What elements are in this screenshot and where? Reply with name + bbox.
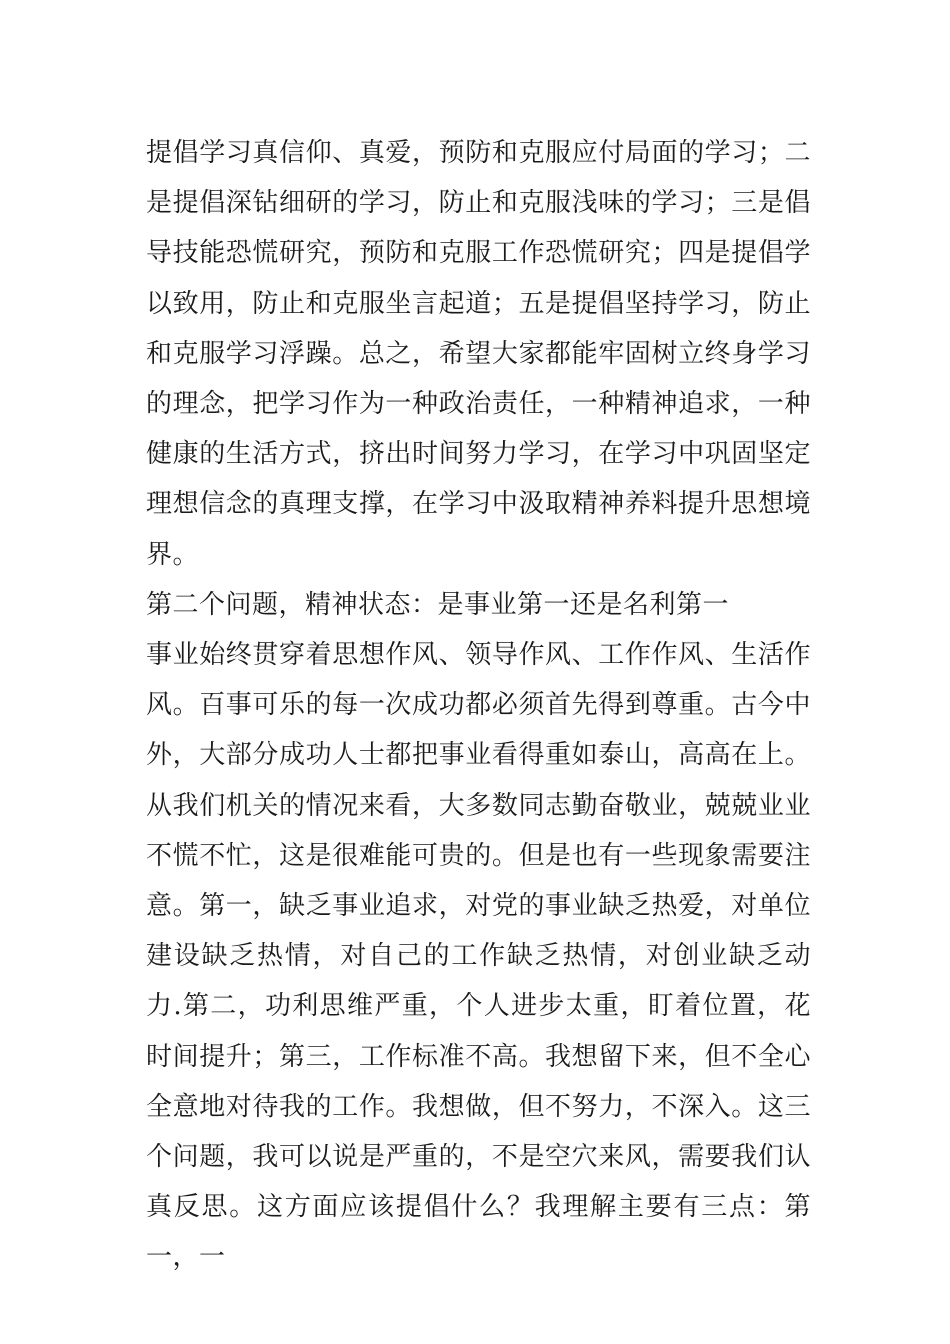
body-paragraph-1: 提倡学习真信仰、真爱，预防和克服应付局面的学习；二是提倡深钻细研的学习，防止和克服浅味的学习；三是倡导技能恐慌研究，预防和克服工作恐慌研究；四是提倡学以致用，防止和克服坐言起道；五是提倡坚持学习，防止和克服学习浮躁。总之，希望大家都能牢固树立终身学习的理念，把学习作为一种政治责任，一种精神追求，一种健康的生活方式，挤出时间努力学习，在学习中巩固坚定理想信念的真理支撑，在学习中汲取精神养料提升思想境界。	[146, 138, 811, 570]
document-page	[146, 128, 811, 1283]
body-paragraph-2: 事业始终贯穿着思想作风、领导作风、工作作风、生活作风。百事可乐的每一次成功都必须首先得到尊重。古今中外，大部分成功人士都把事业看得重如泰山，高高在上。从我们机关的情况来看，大多数同志勤奋敬业，兢兢业业不慌不忙，这是很难能可贵的。但是也有一些现象需要注意。第一，缺乏事业追求，对党的事业缺乏热爱，对单位建设缺乏热情，对自己的工作缺乏热情，对创业缺乏动力.第二，功利思维严重，个人进步太重，盯着位置，花时间提升；第三，工作标准不高。我想留下来，但不全心全意地对待我的工作。我想做，但不努力，不深入。这三个问题，我可以说是严重的，不是空穴来风，需要我们认真反思。这方面应该提倡什么？我理解主要有三点：第一，一	[146, 640, 811, 1273]
section-heading-2: 第二个问题，精神状态：是事业第一还是名利第一	[146, 589, 730, 620]
